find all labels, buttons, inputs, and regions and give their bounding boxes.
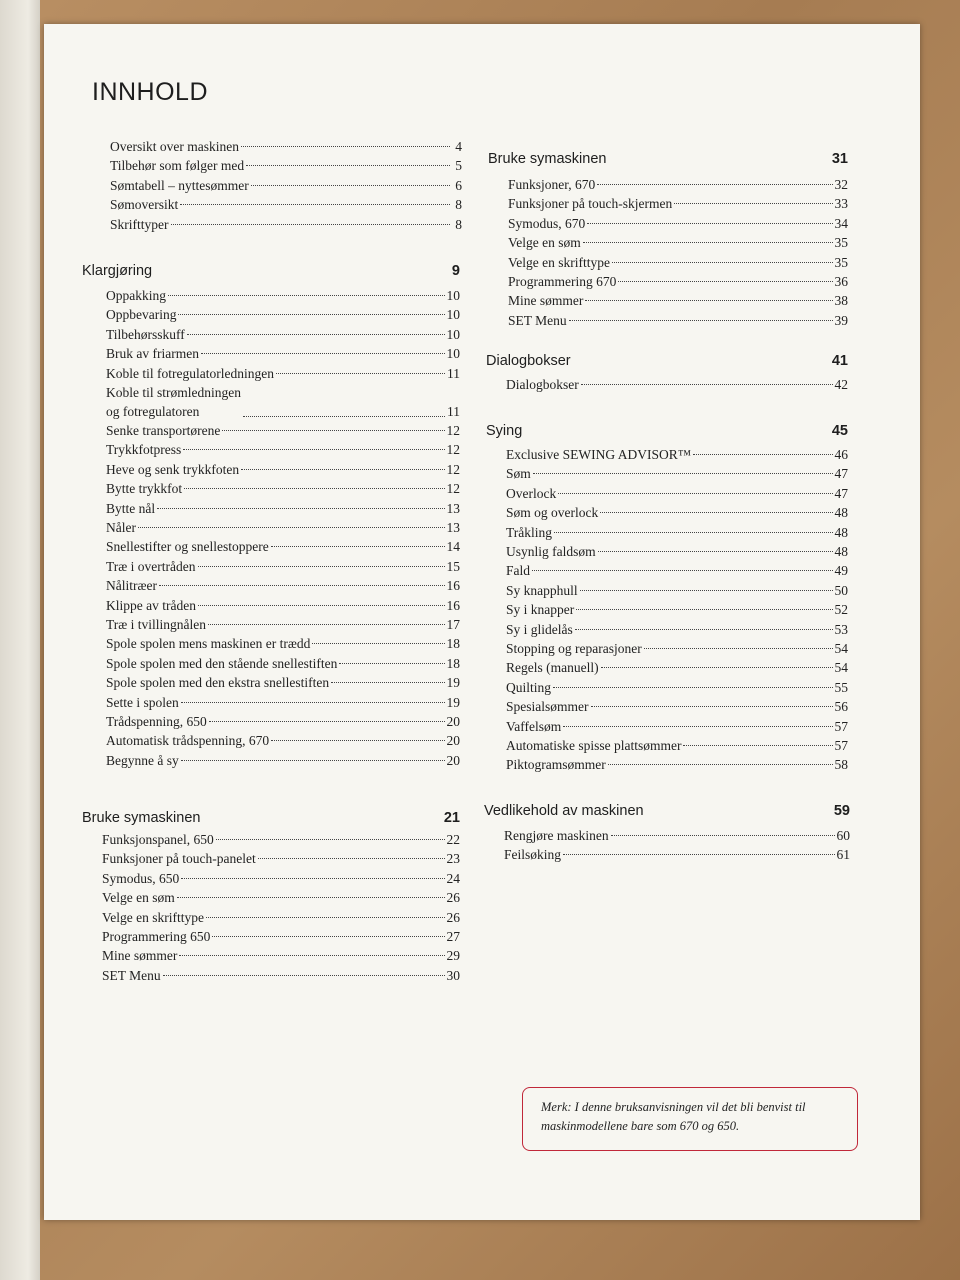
dot-leader <box>644 648 833 649</box>
toc-entry-page: 20 <box>446 714 460 729</box>
toc-entry-label: Automatisk trådspenning, 670 <box>106 733 270 749</box>
toc-entry-page: 34 <box>834 215 848 231</box>
dot-leader <box>558 493 832 494</box>
toc-entry <box>506 484 848 503</box>
toc-entry-label: Søm <box>506 466 531 482</box>
toc-entry-label: Programmering 670 <box>508 274 617 289</box>
toc-entry-page: 10 <box>446 346 460 362</box>
toc-entry <box>508 175 848 194</box>
toc-entry <box>506 678 848 697</box>
toc-entry-page: 35 <box>834 254 848 270</box>
toc-entry-label: Exclusive SEWING ADVISOR™ <box>506 447 691 462</box>
dot-leader <box>184 488 444 489</box>
page-title: INNHOLD <box>92 78 209 106</box>
toc-entry <box>506 658 848 677</box>
toc-entry-label: Snellestifter og snellestoppere <box>106 539 269 555</box>
toc-entry-page: 13 <box>446 520 460 535</box>
toc-entry-page: 10 <box>446 288 460 303</box>
toc-entry-label: Stopping og reparasjoner <box>506 641 642 656</box>
dot-leader <box>611 835 835 836</box>
toc-entry-label: Funksjoner på touch-skjermen <box>508 196 673 212</box>
toc-entry-page: 58 <box>834 757 848 773</box>
toc-entry-label: Dialogbokser <box>506 377 579 392</box>
note-box: Merk: I denne bruksanvisningen vil det bli benvist til maskinmodellene bare som 670 og 650. <box>522 1087 858 1151</box>
toc-entry-label: Heve og senk trykkfoten <box>106 461 240 477</box>
section-title: Dialogbokser <box>486 353 571 369</box>
toc-entry <box>106 383 460 421</box>
dot-leader <box>575 629 833 630</box>
toc-entry <box>106 499 460 518</box>
toc-entry <box>110 195 462 214</box>
dot-leader <box>138 527 445 528</box>
toc-entry-label: Nåler <box>106 520 136 535</box>
dot-leader <box>241 146 450 147</box>
toc-entry-label: Bytte nål <box>106 500 156 516</box>
toc-entry <box>110 215 462 234</box>
toc-entry <box>102 927 460 946</box>
toc-entry-page: 24 <box>446 870 460 886</box>
toc-entry <box>106 712 460 731</box>
toc-entry-page: 30 <box>446 967 460 983</box>
toc-entry-label: Spole spolen med den ekstra snellestiften <box>106 675 330 691</box>
section-page: 21 <box>443 810 460 826</box>
toc-entry-label: Klippe av tråden <box>106 597 196 613</box>
toc-entry-label: Overlock <box>506 485 557 501</box>
toc-entry-page: 12 <box>446 481 460 497</box>
toc-entry-label: Usynlig faldsøm <box>506 544 596 559</box>
toc-entry-page: 14 <box>446 539 460 555</box>
toc-entry-page: 13 <box>446 500 460 516</box>
toc-entry-page: 10 <box>446 307 460 323</box>
toc-entry-label: Skrifttyper <box>110 216 169 232</box>
toc-entry-page: 17 <box>446 617 460 632</box>
dot-leader <box>591 706 833 707</box>
toc-entry <box>506 755 848 774</box>
dot-leader <box>339 663 444 664</box>
toc-entry-label: Spole spolen med den stående snellestiften <box>106 655 338 671</box>
toc-entry-page: 26 <box>446 909 460 925</box>
toc-entry-label: Funksjonspanel, 650 <box>102 832 214 847</box>
section-page: 41 <box>831 353 848 369</box>
toc-entry <box>506 503 848 522</box>
toc-entry-label: Bruk av friarmen <box>106 346 199 362</box>
dot-leader <box>683 745 832 746</box>
toc-entry <box>106 518 460 537</box>
toc-entry-label: Senke transportørene <box>106 423 221 438</box>
toc-entry <box>508 291 848 310</box>
toc-entry <box>102 849 460 868</box>
dot-leader <box>181 878 444 879</box>
toc-entry <box>106 364 460 383</box>
toc-entry-label: Oppakking <box>106 288 166 303</box>
section-title: Sying <box>486 423 523 439</box>
toc-entry-label: Træ i tvillingnålen <box>106 617 207 632</box>
dot-leader <box>331 682 444 683</box>
toc-entry-page: 15 <box>446 558 460 574</box>
section-heading <box>82 810 460 826</box>
toc-entry <box>506 717 848 736</box>
toc-entry <box>106 305 460 324</box>
toc-entry-page: 54 <box>834 641 848 656</box>
toc-entry-label: Koble til fotregulatorledningen <box>106 365 274 381</box>
dot-leader <box>601 667 833 668</box>
toc-entry-label: Velge en skrifttype <box>508 254 610 270</box>
toc-entry-label: Trådspenning, 650 <box>106 714 207 729</box>
dot-leader <box>198 566 445 567</box>
toc-entry-page: 27 <box>446 929 460 944</box>
dot-leader <box>580 590 833 591</box>
toc-entry-label: Quilting <box>506 679 552 695</box>
toc-entry <box>102 966 460 985</box>
toc-entry-page: 47 <box>834 485 848 501</box>
section-title: Klargjøring <box>82 263 153 279</box>
toc-entry <box>106 693 460 712</box>
toc-entry-page: 50 <box>834 582 848 598</box>
dot-leader <box>258 858 445 859</box>
toc-entry-label: Nålitræer <box>106 578 157 594</box>
toc-entry-page: 11 <box>447 404 460 419</box>
dot-leader <box>563 726 832 727</box>
toc-entry-label: Velge en søm <box>508 235 581 251</box>
dot-leader <box>178 314 444 315</box>
toc-entry-page: 29 <box>446 948 460 964</box>
toc-entry-page: 16 <box>446 578 460 594</box>
toc-entry-page: 57 <box>834 718 848 734</box>
toc-entry-label: Tilbehør som følger med <box>110 158 245 174</box>
toc-entry <box>106 576 460 595</box>
toc-entry <box>506 542 848 561</box>
toc-entry-page: 38 <box>834 293 848 309</box>
toc-entry <box>106 557 460 576</box>
dot-leader <box>243 416 445 417</box>
toc-entry-label: Programmering 650 <box>102 929 211 944</box>
dot-leader <box>618 281 832 282</box>
toc-entry <box>106 654 460 673</box>
toc-entry-label: Koble til strømledningen <box>106 385 241 400</box>
toc-entry <box>508 194 848 213</box>
dot-leader <box>183 449 444 450</box>
toc-entry <box>106 634 460 653</box>
toc-entry-label: Sy i glidelås <box>506 621 573 637</box>
toc-entry-label: Fald <box>506 563 531 579</box>
toc-entry <box>102 869 460 888</box>
toc-entry-label: Spole spolen mens maskinen er trædd <box>106 636 311 652</box>
toc-entry-page: 48 <box>834 544 848 559</box>
toc-entry-page: 20 <box>446 752 460 768</box>
toc-entry-page: 18 <box>446 636 460 652</box>
dot-leader <box>157 508 444 509</box>
dot-leader <box>554 532 832 533</box>
section-heading <box>488 151 848 167</box>
toc-entry-page: 19 <box>446 675 460 691</box>
dot-leader <box>587 223 832 224</box>
dot-leader <box>198 605 445 606</box>
toc-entry-label: Begynne å sy <box>106 752 179 768</box>
toc-entry-label: Regels (manuell) <box>506 660 599 676</box>
toc-entry-label: Mine sømmer <box>102 948 178 964</box>
dot-leader <box>212 936 444 937</box>
section-heading <box>486 353 848 369</box>
dot-leader <box>179 955 444 956</box>
dot-leader <box>563 854 834 855</box>
toc-entry-page: 8 <box>455 216 462 232</box>
dot-leader <box>612 262 833 263</box>
toc-entry-page: 18 <box>446 655 460 671</box>
toc-entry-label: Sømtabell – nyttesømmer <box>110 177 249 193</box>
toc-entry <box>504 826 850 845</box>
dot-leader <box>600 512 832 513</box>
dot-leader <box>585 300 832 301</box>
toc-entry-page: 55 <box>834 679 848 695</box>
toc-entry-page: 57 <box>834 738 848 753</box>
dot-leader <box>583 242 833 243</box>
toc-entry <box>506 639 848 658</box>
dot-leader <box>276 373 445 374</box>
toc-entry-page: 60 <box>836 828 850 843</box>
dot-leader <box>208 624 444 625</box>
section-title: Bruke symaskinen <box>82 810 201 826</box>
toc-entry <box>102 830 460 849</box>
toc-entry <box>506 561 848 580</box>
toc-entry-page: 52 <box>834 602 848 618</box>
toc-entry <box>506 736 848 755</box>
toc-entry-label: Feilsøking <box>504 847 562 863</box>
toc-entry-label: Funksjoner, 670 <box>508 177 596 192</box>
toc-entry <box>106 537 460 556</box>
toc-entry-page: 20 <box>446 733 460 749</box>
toc-entry <box>506 464 848 483</box>
dot-leader <box>597 184 832 185</box>
toc-entry <box>506 697 848 716</box>
toc-entry-page: 12 <box>446 461 460 477</box>
toc-entry-label: Trykkfotpress <box>106 442 182 458</box>
toc-entry-page: 56 <box>834 699 848 715</box>
toc-entry-label: Mine sømmer <box>508 293 584 309</box>
dot-leader <box>181 760 445 761</box>
dot-leader <box>271 546 445 547</box>
toc-entry-label: Bytte trykkfot <box>106 481 183 497</box>
toc-entry-page: 23 <box>446 851 460 867</box>
toc-entry-label: Rengjøre maskinen <box>504 828 609 843</box>
toc-entry-page: 48 <box>834 524 848 540</box>
dot-leader <box>163 975 445 976</box>
dot-leader <box>674 203 832 204</box>
toc-entry-label-cont: og fotregulatoren <box>106 404 200 419</box>
section-page: 31 <box>831 151 848 167</box>
toc-entry-page: 54 <box>834 660 848 676</box>
toc-entry <box>102 908 460 927</box>
toc-entry-page: 48 <box>834 505 848 521</box>
dot-leader <box>206 917 445 918</box>
toc-entry <box>508 214 848 233</box>
toc-entry <box>506 523 848 542</box>
toc-entry-label: Oppbevaring <box>106 307 177 323</box>
section-heading <box>484 803 850 819</box>
section-heading <box>82 263 460 279</box>
toc-entry <box>106 731 460 750</box>
toc-entry <box>106 615 460 634</box>
toc-entry-label: Sy knapphull <box>506 582 578 598</box>
toc-entry-page: 26 <box>446 890 460 906</box>
dot-leader <box>246 165 450 166</box>
toc-entry <box>106 286 460 305</box>
toc-entry-page: 33 <box>834 196 848 212</box>
toc-entry <box>110 176 462 195</box>
dot-leader <box>222 430 444 431</box>
toc-entry-page: 39 <box>834 312 848 328</box>
dot-leader <box>532 570 832 571</box>
toc-entry-label: Vaffelsøm <box>506 718 562 734</box>
toc-entry <box>110 137 462 156</box>
toc-entry-page: 53 <box>834 621 848 637</box>
toc-entry-label: SET Menu <box>102 967 161 983</box>
dot-leader <box>177 897 445 898</box>
toc-entry-label: Piktogramsømmer <box>506 757 606 773</box>
toc-entry-page: 12 <box>446 423 460 438</box>
dot-leader <box>216 839 445 840</box>
toc-entry <box>110 156 462 175</box>
dot-leader <box>693 454 833 455</box>
dot-leader <box>251 185 450 186</box>
toc-entry <box>106 751 460 770</box>
toc-entry-page: 6 <box>455 177 462 193</box>
toc-entry-page: 22 <box>446 832 460 847</box>
toc-entry-page: 11 <box>447 365 460 381</box>
dot-leader <box>533 473 833 474</box>
toc-entry-label: Funksjoner på touch-panelet <box>102 851 256 867</box>
toc-entry-label: Velge en søm <box>102 890 175 906</box>
dot-leader <box>168 295 445 296</box>
toc-entry-page: 61 <box>836 847 850 863</box>
toc-entry <box>506 375 848 394</box>
toc-entry-label: Tilbehørsskuff <box>106 326 185 342</box>
section-title: Vedlikehold av maskinen <box>484 803 644 819</box>
toc-entry <box>102 888 460 907</box>
toc-entry-page: 4 <box>455 139 462 154</box>
toc-entry <box>508 233 848 252</box>
toc-entry-page: 35 <box>834 235 848 251</box>
toc-entry <box>102 946 460 965</box>
dot-leader <box>181 702 445 703</box>
dot-leader <box>581 384 833 385</box>
toc-entry-label: Spesialsømmer <box>506 699 589 715</box>
toc-entry <box>508 253 848 272</box>
toc-entry <box>106 596 460 615</box>
dot-leader <box>312 643 444 644</box>
dot-leader <box>553 687 832 688</box>
toc-entry-page: 49 <box>834 563 848 579</box>
toc-entry-page: 10 <box>446 326 460 342</box>
toc-entry-label: Træ i overtråden <box>106 558 196 574</box>
toc-entry <box>106 460 460 479</box>
toc-entry-label: Tråkling <box>506 524 553 540</box>
dot-leader <box>608 764 833 765</box>
toc-entry-page: 8 <box>455 197 462 213</box>
toc-entry <box>506 620 848 639</box>
dot-leader <box>271 740 444 741</box>
dot-leader <box>569 320 833 321</box>
dot-leader <box>171 224 451 225</box>
section-title: Bruke symaskinen <box>488 151 607 167</box>
toc-entry <box>508 272 848 291</box>
toc-entry-label: Velge en skrifttype <box>102 909 204 925</box>
toc-entry-page: 36 <box>834 274 848 289</box>
toc-entry-page: 32 <box>834 177 848 192</box>
section-page: 9 <box>451 263 460 279</box>
toc-entry-page: 12 <box>446 442 460 458</box>
toc-entry <box>106 440 460 459</box>
toc-entry <box>506 581 848 600</box>
section-heading <box>486 423 848 439</box>
toc-entry-label: SET Menu <box>508 312 567 328</box>
toc-entry-page: 47 <box>834 466 848 482</box>
toc-entry <box>504 845 850 864</box>
toc-entry <box>506 445 848 464</box>
toc-entry-page: 42 <box>834 377 848 392</box>
toc-entry <box>506 600 848 619</box>
section-page: 59 <box>833 803 850 819</box>
toc-entry-label: Oversikt over maskinen <box>110 139 239 154</box>
toc-entry <box>106 421 460 440</box>
toc-entry-page: 19 <box>446 694 460 710</box>
toc-entry-label: Søm og overlock <box>506 505 599 521</box>
toc-entry <box>106 479 460 498</box>
toc-entry <box>106 673 460 692</box>
dot-leader <box>187 334 445 335</box>
dot-leader <box>576 609 832 610</box>
toc-entry <box>106 325 460 344</box>
dot-leader <box>159 585 445 586</box>
dot-leader <box>241 469 444 470</box>
toc-entry-page: 46 <box>834 447 848 462</box>
toc-entry-label: Sy i knapper <box>506 602 575 618</box>
toc-entry <box>106 344 460 363</box>
dot-leader <box>180 204 450 205</box>
toc-entry-label: Sømoversikt <box>110 197 179 213</box>
toc-entry-page: 16 <box>446 597 460 613</box>
dot-leader <box>598 551 833 552</box>
toc-entry-label: Symodus, 650 <box>102 870 180 886</box>
dot-leader <box>209 721 445 722</box>
toc-entry-label: Automatiske spisse plattsømmer <box>506 738 682 753</box>
toc-entry-page: 5 <box>455 158 462 174</box>
toc-entry-label: Sette i spolen <box>106 694 179 710</box>
section-page: 45 <box>831 423 848 439</box>
toc-entry <box>508 311 848 330</box>
dot-leader <box>201 353 445 354</box>
toc-entry-label: Symodus, 670 <box>508 215 586 231</box>
